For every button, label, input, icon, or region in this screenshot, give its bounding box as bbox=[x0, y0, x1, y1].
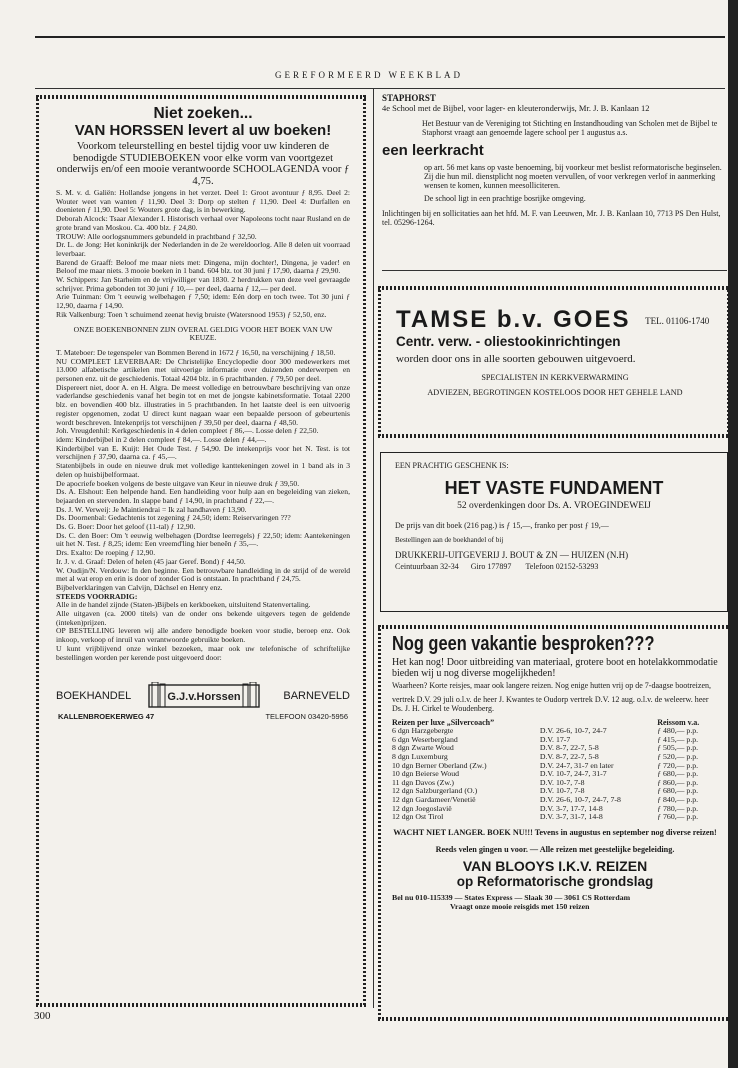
book-entry: W. Oudijn/N. Verdouw: In den beginne. Een betrouwbare handleiding in de strijd of de wereld met al wat erop en erin is door of zonder God is ontstaan. In prachtband ƒ 24,75. bbox=[56, 565, 350, 584]
book-entry: idem: Kinderbijbel in 2 delen compleet ƒ 84,—. Losse delen ƒ 44,—. bbox=[56, 434, 267, 444]
book-entry: Barend de Graaff: Beloof me maar niets met: Dingena, mijn dochter!, Dingena, je vader! en Beloof me maar niets. 3 mooie boeken in 1 band. 604 blz. tot 30 juni ƒ 17,90, daarna ƒ 29,90. bbox=[56, 257, 350, 276]
book-entry: S. M. v. d. Galiën: Hollandse jongens in het verzet. Deel 1: Groot avontuur ƒ 8,95. Deel 2: Wouter weet van wanten ƒ 11,90. Deel 3: Dorp op stelten ƒ 11,90. Deel 4: Durfallen en doenieten ƒ 11,90. Deel 5: Wouters grote dag, is in bewerking. bbox=[56, 188, 350, 215]
travel-border-left bbox=[378, 625, 381, 1021]
trip-price: ƒ 860,— p.p. bbox=[657, 777, 699, 787]
trip-dates: D.V. 10-7, 24-7, 31-7 bbox=[539, 769, 607, 779]
trip-price: ƒ 840,— p.p. bbox=[657, 794, 699, 804]
trip-price: ƒ 720,— p.p. bbox=[657, 760, 699, 770]
trips-table bbox=[392, 719, 718, 822]
travel-p1: Het kan nog! Door uitbreiding van materiaal, grotere boot en hotelakkommodatie bieden wij u nog diverse mogelijkheden! bbox=[392, 657, 718, 679]
school-place: STAPHORST bbox=[382, 93, 436, 103]
tamse-tel: TEL. 01106-1740 bbox=[645, 315, 710, 326]
ad-title-2: VAN HORSSEN levert al uw boeken! bbox=[74, 122, 332, 139]
trip-price: ƒ 680,— p.p. bbox=[657, 769, 699, 779]
tamse-border-bottom bbox=[378, 434, 730, 438]
book-entry: TROUW: Alle oorlogsnummers gebundeld in prachtband ƒ 32,50. bbox=[56, 231, 257, 241]
book-list-1 bbox=[56, 189, 350, 662]
van-horssen-content bbox=[56, 95, 350, 722]
book-entry: Joh. Vreugdenhil: Kerkgeschiedenis in 4 delen compleet ƒ 86,—. Losse delen ƒ 22,50. bbox=[56, 426, 319, 436]
position-details: op art. 56 met kans op vaste benoeming, bij voorkeur met beslist reformatorische beginselen. Zij die hun mil. dienstplicht nog moeten vervullen, of voor verkregen verlof in aanmerking wensen te komen, kunnen meesolliciteren. bbox=[424, 163, 722, 190]
stock-entry: Alle in de handel zijnde (Staten-)Bijbels en kerkboeken, uitsluitend Statenvertaling. bbox=[56, 600, 311, 610]
trip-price: ƒ 415,— p.p. bbox=[657, 734, 699, 744]
book-entry: De apocriefe boeken volgens de beste uitgave van Keur in nieuwe druk ƒ 39,50. bbox=[56, 478, 300, 488]
tamse-name: TAMSE b.v. GOES bbox=[396, 306, 631, 333]
trip-name: 12 dgn Joegoslavië bbox=[392, 803, 452, 813]
tamse-line4: ADVIEZEN, BEGROTINGEN KOSTELOOS DOOR HET GEHELE LAND bbox=[427, 388, 683, 397]
shop-address: KALLENBROEKERWEG 47 bbox=[58, 712, 155, 722]
book-price: De prijs van dit boek (216 pag.) is ƒ 15,—, franko per post ƒ 19,— bbox=[395, 521, 609, 530]
travel-headline: Nog geen vakantie besproken??? bbox=[392, 633, 655, 655]
bonnen-note: ONZE BOEKENBONNEN ZIJN OVERAL GELDIG VOOR HET BOEK VAN UW KEUZE. bbox=[73, 324, 333, 343]
shop-town: BARNEVELD bbox=[283, 690, 350, 703]
book-entry: Kinderbijbel van E. Kuijt: Het Oude Test. ƒ 54,90. De intekenprijs voor het N. Test. is tot verschijnen ƒ 37,90, daarna ca. ƒ 45,—. bbox=[56, 443, 350, 462]
trip-name: 12 dgn Salzburgerland (O.) bbox=[392, 786, 478, 796]
table-header-cell: Reizen per luxe „Silvercoach” bbox=[392, 717, 495, 727]
tamse-ad bbox=[378, 286, 730, 438]
school-vacancy bbox=[382, 93, 727, 227]
stock-entry: U kunt vrijblijvend onze winkel bezoeken, maar ook uw telefonische of schriftelijke bestellingen worden per kerende post uitgevoerd door: bbox=[56, 643, 350, 662]
shop-label: BOEKHANDEL bbox=[56, 690, 132, 703]
tamse-line2: worden door ons in alle soorten gebouwen uitgevoerd. bbox=[396, 353, 636, 365]
book-logo-icon bbox=[148, 682, 260, 708]
trip-name: 12 dgn Gardameer/Venetië bbox=[392, 794, 476, 804]
book-giro: Giro 177897 bbox=[470, 562, 512, 571]
ad-border-left bbox=[36, 95, 39, 1007]
travel-border-bottom bbox=[378, 1017, 732, 1021]
stock-entry: OP BESTELLING leveren wij alle andere benodigde boeken voor studie, beroep enz. Ook inkoop, verkoop of inruil van verantwoorde gebruikte boeken. bbox=[56, 626, 350, 645]
travel-contact: Bel nu 010-115339 — States Express — Slaak 30 — 3061 CS Rotterdam bbox=[392, 893, 631, 903]
book-entry: Ds. Doornenbal: Gedachtenis tot zegening ƒ 24,50; idem: Reiservaringen ??? bbox=[56, 513, 291, 523]
book-ad bbox=[380, 452, 728, 612]
trip-dates: D.V. 26-6, 10-7, 24-7, 7-8 bbox=[539, 794, 621, 804]
position-title: een leerkracht bbox=[382, 142, 484, 159]
book-entry: Drs. Exalto: De roeping ƒ 12,90. bbox=[56, 548, 156, 558]
trip-name: 10 dgn Berner Oberland (Zw.) bbox=[392, 760, 487, 770]
school-name: 4e School met de Bijbel, voor lager- en kleuteronderwijs, Mr. J. B. Kanlaan 12 bbox=[382, 103, 650, 113]
page-number: 300 bbox=[34, 1010, 51, 1022]
trip-dates: D.V. 24-7, 31-7 en later bbox=[539, 760, 614, 770]
page-edge bbox=[728, 0, 738, 1068]
book-entry: W. Schippers: Jan Starheim en de vrijwilliger van 1830. 2 herdrukken van deze veel gevraagde schrijver. Prima gebonden tot 30 juni ƒ 10,— per deel, daarna ƒ 12,— per deel. bbox=[56, 275, 350, 293]
book-title: HET VASTE FUNDAMENT bbox=[444, 478, 664, 498]
header-rule bbox=[35, 88, 725, 89]
travel-note: Reeds velen gingen u voor. — Alle reizen met geestelijke begeleiding. bbox=[435, 845, 675, 855]
school-location: De school ligt in een prachtige bosrijke omgeving. bbox=[424, 194, 586, 203]
book-publisher: DRUKKERIJ-UITGEVERIJ J. BOUT & ZN — HUIZEN (N.H) bbox=[395, 550, 629, 560]
ad-title-1: Niet zoeken... bbox=[153, 105, 253, 122]
ad-border-right bbox=[363, 95, 366, 1007]
book-address: Ceintuurbaan 32-34 bbox=[395, 562, 459, 571]
book-entry: Ir. J. v. d. Graaf: Delen of helen (45 jaar Geref. Bond) ƒ 44,50. bbox=[56, 556, 246, 566]
trip-name: 6 dgn Weserbergland bbox=[392, 734, 458, 744]
table-row bbox=[392, 813, 718, 822]
trip-price: ƒ 520,— p.p. bbox=[657, 751, 699, 761]
trip-name: 11 dgn Davos (Zw.) bbox=[392, 777, 455, 787]
tamse-name-row bbox=[396, 306, 714, 334]
travel-p2: Waarheen? Korte reisjes, maar ook langere reizen. Nog enige hutten vrij op de 7-daagse bootreizen, bbox=[392, 680, 711, 690]
book-entry: Dispereert niet, door A. en H. Algra. De meest volledige en betrouwbare beschrijving van onze vaderlandse geschiedenis vanaf het begin tot en met de jongste kabinetsformatie. Totaal 2200 blz. en bovendien 400 blz. illustraties in 5 prachtbanden. In het laatste deel is een uitvoerig register opgenomen, zodat U direct kunt nagaan waar een bepaalde persoon of gebeurtenis wordt beschreven. Intekenprijs tot verschijnen ƒ 39,50 per deel, daarna ƒ 48,50. bbox=[56, 382, 350, 427]
book-entry: Dr. L. de Jong: Het koninkrijk der Nederlanden in de 2e wereldoorlog. Alle 8 delen uit voorraad leverbaar. bbox=[56, 240, 350, 258]
travel-request: Vraagt onze mooie reisgids met 150 reizen bbox=[450, 902, 590, 912]
book-gift: EEN PRACHTIG GESCHENK IS: bbox=[395, 461, 509, 470]
van-horssen-ad bbox=[36, 95, 366, 1007]
book-entry: Bijbelverklaringen van Calvijn, Dächsel en Henry enz. bbox=[56, 582, 223, 592]
travel-ad bbox=[378, 625, 732, 1021]
book-entry: T. Mateboer: De tegenspeler van Bommen Berend in 1672 ƒ 16,50, na verschijning ƒ 18,50. bbox=[56, 347, 336, 357]
column-divider bbox=[373, 88, 374, 1008]
trip-dates: D.V. 10-7, 7-8 bbox=[539, 777, 585, 787]
trip-price: ƒ 680,— p.p. bbox=[657, 786, 699, 796]
trip-dates: D.V. 26-6, 10-7, 24-7 bbox=[539, 726, 607, 736]
trip-name: 8 dgn Zwarte Woud bbox=[392, 743, 454, 753]
shop-block bbox=[56, 670, 350, 722]
trip-name: 6 dgn Harzgebergte bbox=[392, 726, 454, 736]
trip-dates: D.V. 8-7, 22-7, 5-8 bbox=[539, 751, 599, 761]
book-entry: Statenbijbels in oude en nieuwe druk met volledige kanttekeningen zowel in 1 band als in 3 delen op huisbijbelformaat. bbox=[56, 461, 350, 479]
trip-price: ƒ 780,— p.p. bbox=[657, 803, 699, 813]
tamse-line1: Centr. verw. - oliestookinrichtingen bbox=[396, 334, 621, 349]
book-subtitle: 52 overdenkingen door Ds. A. VROEGINDEWEIJ bbox=[457, 501, 651, 511]
trip-dates: D.V. 17-7 bbox=[539, 734, 571, 744]
school-contact: Inlichtingen bij en sollicitaties aan het hfd. M. F. van Leeuwen, Mr. J. B. Kanlaan 10, 7713 PS Den Hulst, tel. 05296-1264. bbox=[382, 209, 721, 227]
tamse-border-top bbox=[378, 286, 730, 290]
book-entry: Rik Valkenburg: Toen 't schuimend zeenat hevig bruiste (Watersnood 1953) ƒ 52,50, enz. bbox=[56, 309, 327, 319]
ad-border-bottom bbox=[36, 1003, 366, 1007]
book-entry: Ds. G. Boer: Door het geloof (11-tal) ƒ 12,90. bbox=[56, 522, 196, 532]
trip-name: 10 dgn Beierse Woud bbox=[392, 769, 460, 779]
book-contact-row bbox=[395, 562, 727, 571]
trip-price: ƒ 505,— p.p. bbox=[657, 743, 699, 753]
book-entry: Deborah Alcock: Tsaar Alexander I. Historisch verhaal over Napoleons tocht naar Rusland en de grote brand van Moskou. Ca. 400 blz. ƒ 24,80. bbox=[56, 214, 350, 232]
table-header-cell: Reissom v.a. bbox=[657, 717, 700, 727]
stock-entry: Alle uitgaven (ca. 2000 titels) van de onder ons bekende uitgevers tegen de geldende (inteken)prijzen. bbox=[56, 609, 350, 627]
book-entry: NU COMPLEET LEVERBAAR: De Christelijke Encyclopedie door 300 medewerkers met 13.000 alfabetische artikelen met uitvoerige informatie over duizenden onderwerpen en personen enz. uit de geschiedenis. Totaal 4204 blz. in 6 prachtbanden. ƒ 79,50 per deel. bbox=[56, 356, 350, 384]
book-entry: Ds. A. Elshout: Een helpende hand. Een handleiding voor hulp aan en begeleiding van zieken, bejaarden en stervenden. In slappe band ƒ 14,90, in prachtband ƒ 22,—. bbox=[56, 487, 350, 505]
shop-logo-text: G.J.v.Horssen bbox=[167, 691, 241, 704]
trip-dates: D.V. 3-7, 31-7, 14-8 bbox=[539, 812, 603, 822]
travel-p3: vertrek D.V. 29 juli o.l.v. de heer J. Kwantes te Oudorp vertrek D.V. 12 aug. o.l.v. de weleerw. heer Ds. J. H. Cirkel te Woudenberg. bbox=[392, 694, 709, 713]
trip-name: 12 dgn Ost Tirol bbox=[392, 812, 444, 822]
trip-name: 8 dgn Luxemburg bbox=[392, 751, 448, 761]
trip-price: ƒ 760,— p.p. bbox=[657, 812, 699, 822]
school-intro: Het Bestuur van de Vereniging tot Stichting en Instandhouding van Scholen met de Bijbel te Staphorst vraagt aan genoemde lagere school per 1 augustus a.s. bbox=[422, 119, 718, 137]
book-phone: Telefoon 02152-53293 bbox=[525, 562, 599, 571]
section-rule bbox=[382, 270, 727, 271]
top-rule bbox=[35, 36, 725, 38]
tamse-border-left bbox=[378, 286, 381, 438]
shop-phone: TELEFOON 03420-5956 bbox=[265, 712, 348, 722]
travel-wait: WACHT NIET LANGER. BOEK NU!!! Tevens in augustus en september nog diverse reizen! bbox=[393, 827, 717, 837]
book-order: Bestellingen aan de boekhandel of bij bbox=[395, 536, 504, 544]
ad-intro: Voorkom teleurstelling en bestel tijdig voor uw kinderen de benodigde STUDIEBOEKEN voor elke vorm van voortgezet onderwijs en/of een mooie verantwoorde SCHOOLAGENDA voor ƒ 4,75. bbox=[56, 141, 350, 187]
trip-price: ƒ 480,— p.p. bbox=[657, 726, 699, 736]
book-entry: Ds. J. W. Verweij: Je Maintiendrai = Ik zal handhaven ƒ 13,90. bbox=[56, 504, 247, 514]
stock-heading: STEEDS VOORRADIG: bbox=[56, 591, 138, 601]
travel-company: VAN BLOOYS I.K.V. REIZEN bbox=[462, 858, 648, 875]
travel-company-sub: op Reformatorische grondslag bbox=[456, 874, 654, 890]
book-entry: Ds. C. den Boer: Om 't eeuwig welbehagen (Dordtse leerregels) ƒ 22,50; idem: Aantekeningen uit het N. Test. ƒ 8,25; idem: Een vreemd'ling hier beneên ƒ 35,—. bbox=[56, 530, 350, 549]
tamse-line3: SPECIALISTEN IN KERKVERWARMING bbox=[481, 373, 629, 382]
trip-dates: D.V. 8-7, 22-7, 5-8 bbox=[539, 743, 599, 753]
trip-dates: D.V. 10-7, 7-8 bbox=[539, 786, 585, 796]
travel-border-top bbox=[378, 625, 732, 629]
page-header: GEREFORMEERD WEEKBLAD bbox=[274, 70, 464, 80]
trip-dates: D.V. 3-7, 17-7, 14-8 bbox=[539, 803, 603, 813]
book-entry: Arie Tuinman: Om 't eeuwig welbehagen ƒ 7,50; idem: Eén dorp en toch twee. Tot 30 juni ƒ 12,90, daarna ƒ 14,90. bbox=[56, 292, 350, 311]
